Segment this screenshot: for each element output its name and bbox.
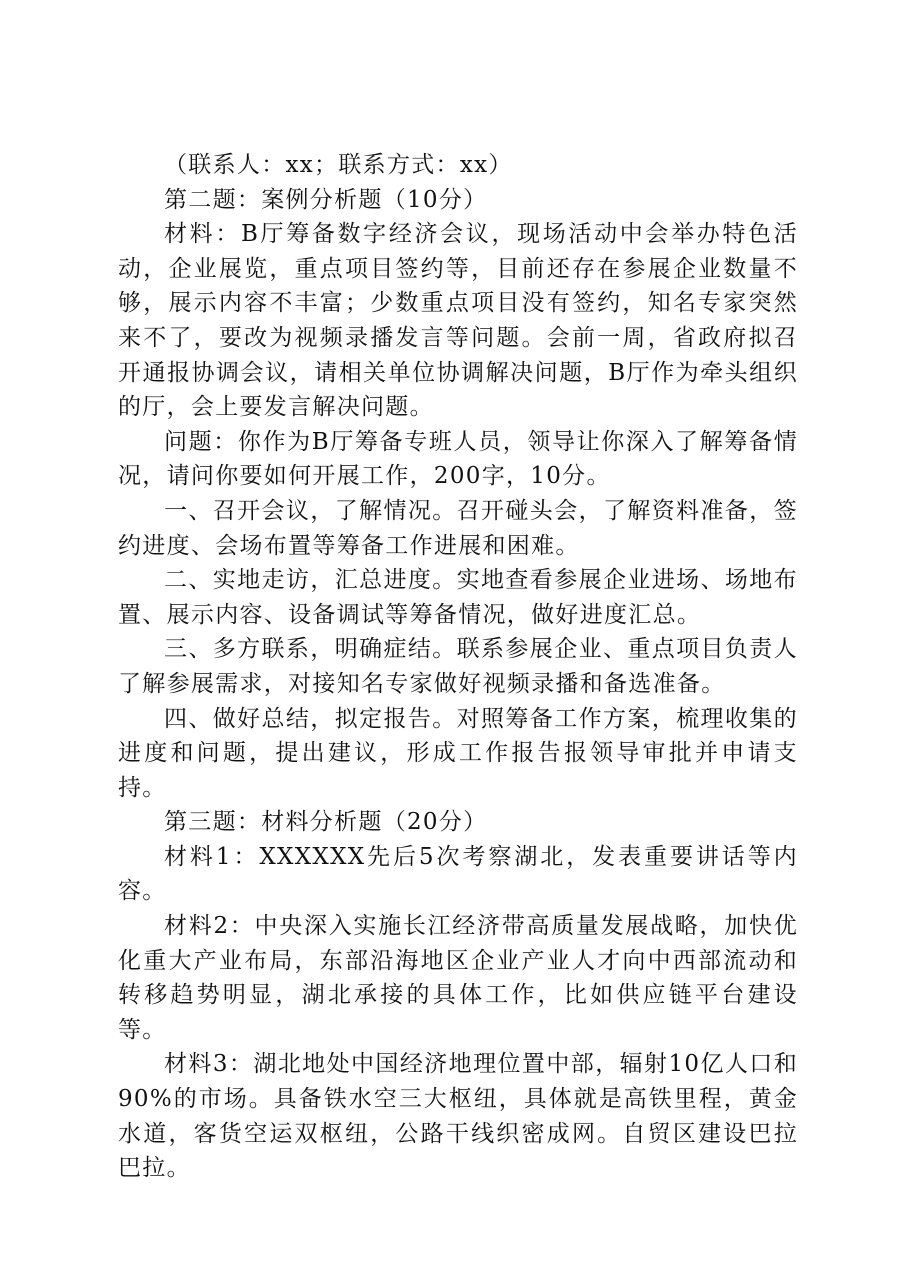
- question-2-heading: 第二题：案例分析题（10分）: [164, 186, 488, 213]
- question-3-material-2: 材料2：中央深入实施长江经济带高质量发展战略，加快优化重大产业布局，东部沿海地区企业产业人才向中西部流动和转移趋势明显，湖北承接的具体工作，比如供应链平台建设等。: [118, 913, 798, 1043]
- answer-point-4: 四、做好总结，拟定报告。对照筹备工作方案，梳理收集的进度和问题，提出建议，形成工作报告报领导审批并申请支持。: [118, 705, 798, 801]
- answer-point-3: 三、多方联系，明确症结。联系参展企业、重点项目负责人了解参展需求，对接知名专家做好视频录播和备选准备。: [118, 636, 798, 697]
- answer-point-1: 一、召开会议，了解情况。召开碰头会，了解资料准备，签约进度、会场布置等筹备工作进展和困难。: [118, 497, 798, 559]
- question-2-prompt: 问题：你作为B厅筹备专班人员，领导让你深入了解筹备情况，请问你要如何开展工作，200字，10分。: [118, 428, 798, 490]
- answer-point-2: 二、实地走访，汇总进度。实地查看参展企业进场、场地布置、展示内容、设备调试等筹备情况，做好进度汇总。: [118, 567, 798, 628]
- question-3-material-1: 材料1：XXXXXX先后5次考察湖北，发表重要讲话等内容。: [118, 843, 798, 905]
- question-2-material: 材料：B厅筹备数字经济会议，现场活动中会举办特色活动，企业展览，重点项目签约等，目前还存在参展企业数量不够，展示内容不丰富；少数重点项目没有签约，知名专家突然来不了，要改为视频录播发言等问题。会前一周，省政府拟召开通报协调会议，请相关单位协调解决问题，B厅作为牵头组织的厅，会上要发言解决问题。: [118, 221, 798, 421]
- question-3-heading: 第三题：材料分析题（20分）: [164, 809, 488, 836]
- question-3-material-3: 材料3：湖北地处中国经济地理位置中部，辐射10亿人口和90%的市场。具备铁水空三大枢纽，具体就是高铁里程，黄金水道，客货空运双枢纽，公路干线织密成网。自贸区建设巴拉巴拉。: [118, 1051, 798, 1182]
- document-body: [118, 148, 798, 1186]
- contact-line: （联系人：xx；联系方式：xx）: [164, 152, 513, 178]
